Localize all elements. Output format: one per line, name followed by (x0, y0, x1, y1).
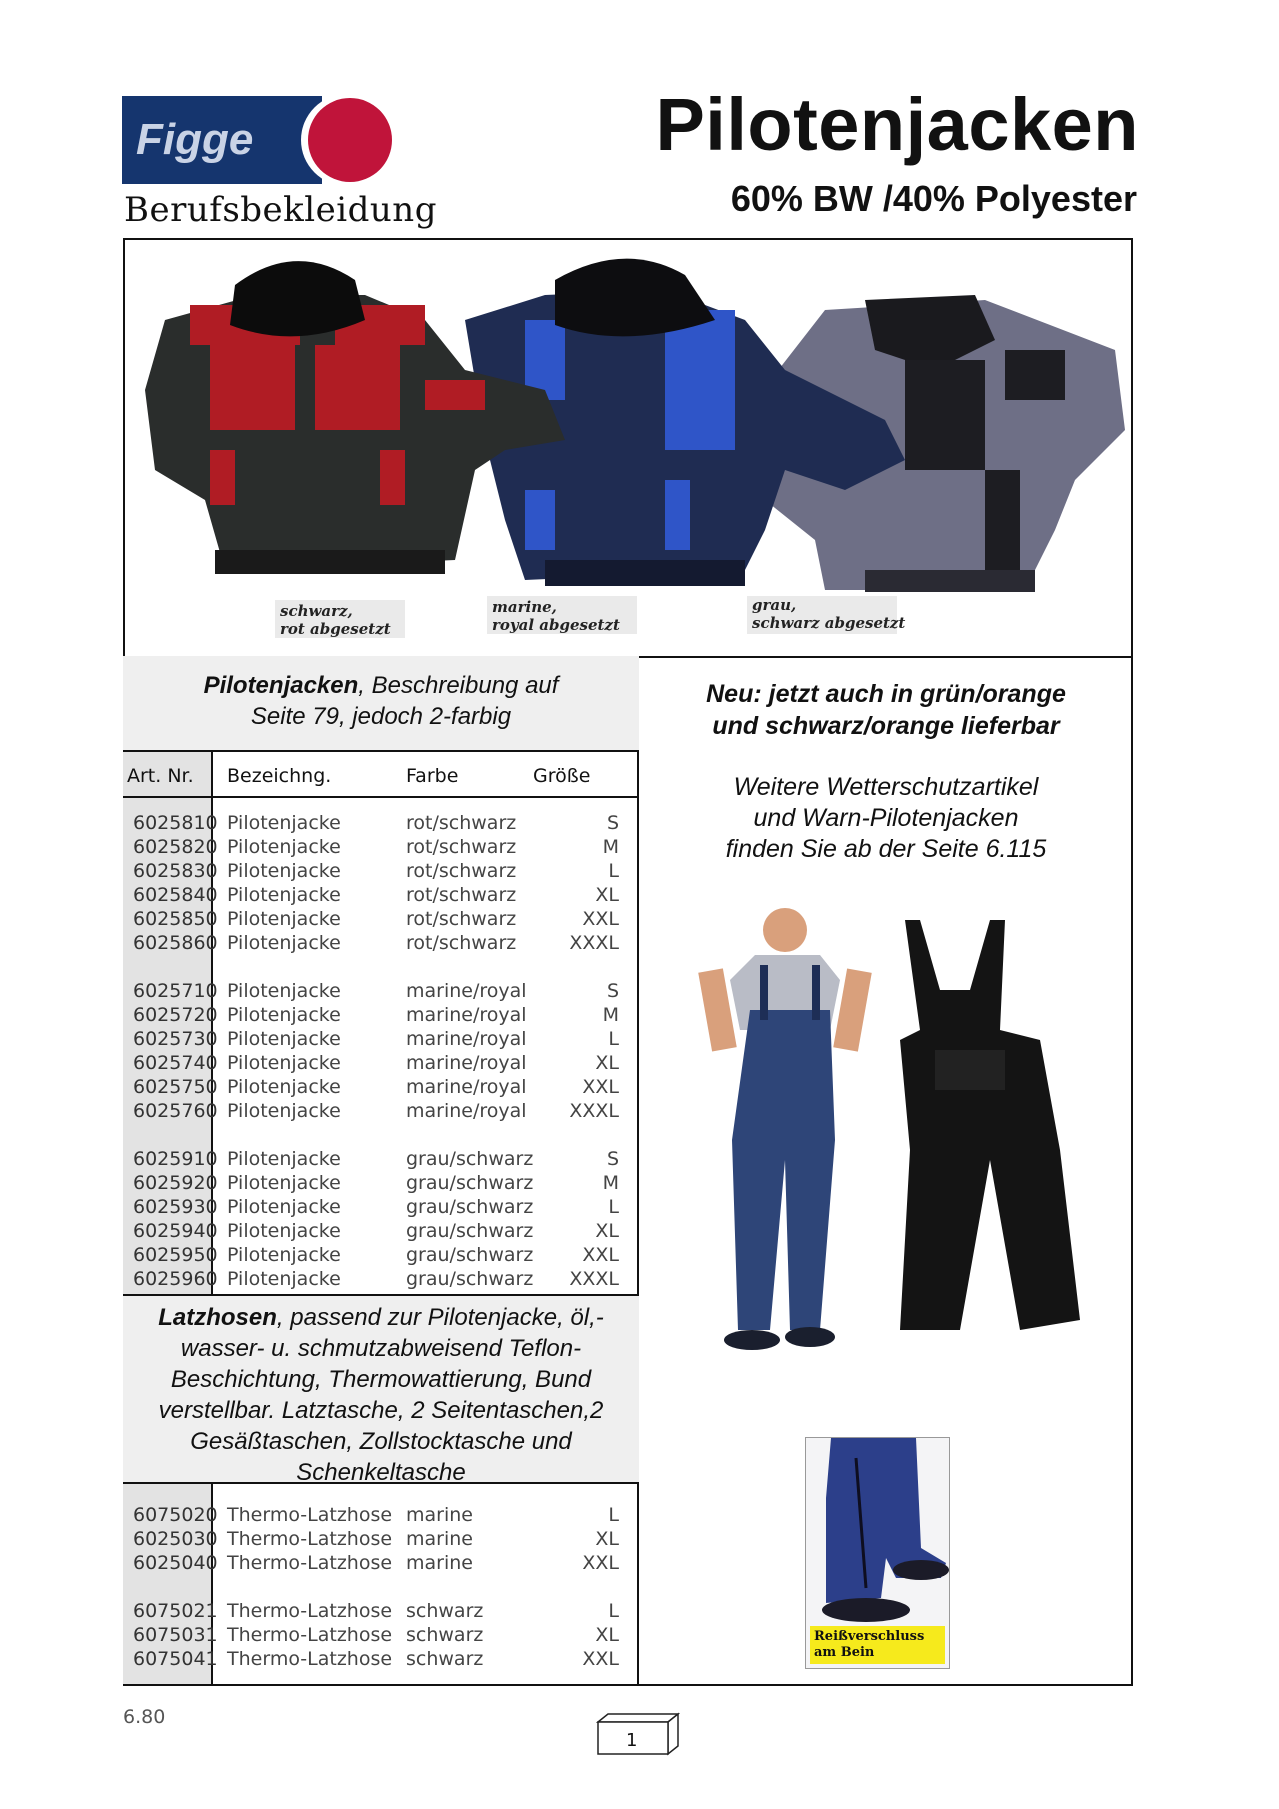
bezeichnung-cell: Pilotenjacke (227, 1220, 341, 1242)
table-row (123, 812, 637, 836)
jackets-photo (125, 240, 1131, 656)
art-number-cell: 6025850 (133, 908, 218, 930)
table-row (123, 1504, 637, 1528)
art-number-cell: 6025950 (133, 1244, 218, 1266)
farbe-cell: marine/royal (406, 1076, 527, 1098)
table-row (123, 1528, 637, 1552)
art-number-cell: 6025760 (133, 1100, 218, 1122)
farbe-cell: marine/royal (406, 980, 527, 1002)
table-row (123, 1004, 637, 1028)
art-number-cell: 6025840 (133, 884, 218, 906)
latzhosen-desc-line5: Gesäßtaschen, Zollstocktasche und (190, 1428, 572, 1455)
groesse-cell: M (602, 1172, 619, 1194)
caption-3-line1: grau, (752, 596, 797, 614)
art-number-cell: 6025930 (133, 1196, 218, 1218)
jackets-desc-rest: , Beschreibung auf (358, 672, 559, 699)
bezeichnung-cell: Pilotenjacke (227, 1148, 341, 1170)
table-header (123, 752, 637, 798)
table-row (123, 1268, 637, 1292)
groesse-cell: XXL (582, 1648, 619, 1670)
box-number: 1 (626, 1730, 638, 1751)
bezeichnung-cell: Pilotenjacke (227, 884, 341, 906)
table-row (123, 932, 637, 956)
page-number: 6.80 (123, 1706, 166, 1728)
table-row (123, 1600, 637, 1624)
groesse-cell: L (608, 1196, 619, 1218)
table-row (123, 884, 637, 908)
latzhosen-desc-line2: wasser- u. schmutzabweisend Teflon- (180, 1335, 582, 1362)
farbe-cell: marine/royal (406, 1004, 527, 1026)
farbe-cell: grau/schwarz (406, 1268, 534, 1290)
caption-3-line2: schwarz abgesetzt (752, 614, 906, 632)
header-art: Art. Nr. (127, 765, 194, 787)
latzhosen-desc-line3: Beschichtung, Thermowattierung, Bund (170, 1366, 592, 1393)
caption-2-line2: royal abgesetzt (492, 616, 620, 634)
farbe-cell: schwarz (406, 1624, 484, 1646)
farbe-cell: rot/schwarz (406, 932, 517, 954)
zipper-label-line1: Reißverschluss (814, 1629, 925, 1644)
bezeichnung-cell: Pilotenjacke (227, 1196, 341, 1218)
bezeichnung-cell: Pilotenjacke (227, 1172, 341, 1194)
farbe-cell: marine/royal (406, 1052, 527, 1074)
farbe-cell: rot/schwarz (406, 812, 517, 834)
bezeichnung-cell: Pilotenjacke (227, 812, 341, 834)
svg-text:Figge: Figge (136, 115, 254, 164)
groesse-cell: M (602, 836, 619, 858)
groesse-cell: XL (595, 1624, 619, 1646)
more-note-line2: und Warn-Pilotenjacken (753, 804, 1019, 832)
person-in-navy-overall (698, 908, 872, 1350)
box-icon (596, 1712, 680, 1756)
art-number-cell: 6025040 (133, 1552, 218, 1574)
bezeichnung-cell: Pilotenjacke (227, 1028, 341, 1050)
new-note-line2: und schwarz/orange lieferbar (712, 712, 1060, 740)
art-number-cell: 6025910 (133, 1148, 218, 1170)
art-number-cell: 6025820 (133, 836, 218, 858)
farbe-cell: marine (406, 1552, 473, 1574)
black-red-jacket-illustration (145, 261, 565, 574)
groesse-cell: M (602, 1004, 619, 1026)
groesse-cell: XXXL (569, 1100, 619, 1122)
farbe-cell: marine/royal (406, 1100, 527, 1122)
farbe-cell: rot/schwarz (406, 908, 517, 930)
bezeichnung-cell: Pilotenjacke (227, 908, 341, 930)
farbe-cell: rot/schwarz (406, 860, 517, 882)
groesse-cell: S (606, 1148, 619, 1170)
art-number-cell: 6025710 (133, 980, 218, 1002)
groesse-cell: XXL (582, 1244, 619, 1266)
table-row (123, 1028, 637, 1052)
table-row (123, 908, 637, 932)
farbe-cell: grau/schwarz (406, 1244, 534, 1266)
groesse-cell: S (606, 812, 619, 834)
table-row (123, 1052, 637, 1076)
table-row (123, 1624, 637, 1648)
art-number-cell: 6025960 (133, 1268, 218, 1290)
caption-2-line1: marine, (492, 598, 557, 616)
table-row (123, 1648, 637, 1672)
more-note-line3: finden Sie ab der Seite 6.115 (725, 835, 1047, 863)
farbe-cell: grau/schwarz (406, 1148, 534, 1170)
art-number-cell: 6025860 (133, 932, 218, 954)
farbe-cell: rot/schwarz (406, 836, 517, 858)
header-groesse: Größe (533, 765, 591, 787)
groesse-cell: XL (595, 1528, 619, 1550)
art-number-cell: 6025920 (133, 1172, 218, 1194)
farbe-cell: schwarz (406, 1600, 484, 1622)
table-row (123, 1220, 637, 1244)
latzhosen-desc-bold: Latzhosen (158, 1304, 277, 1331)
farbe-cell: marine (406, 1528, 473, 1550)
farbe-cell: schwarz (406, 1648, 484, 1670)
new-note-line1: Neu: jetzt auch in grün/orange (706, 680, 1066, 708)
bezeichnung-cell: Pilotenjacke (227, 860, 341, 882)
table-row (123, 1196, 637, 1220)
groesse-cell: XXL (582, 1076, 619, 1098)
bezeichnung-cell: Pilotenjacke (227, 1004, 341, 1026)
jackets-description (123, 656, 639, 752)
groesse-cell: L (608, 1504, 619, 1526)
bezeichnung-cell: Pilotenjacke (227, 1052, 341, 1074)
farbe-cell: marine/royal (406, 1028, 527, 1050)
bezeichnung-cell: Pilotenjacke (227, 836, 341, 858)
table-row (123, 836, 637, 860)
farbe-cell: grau/schwarz (406, 1196, 534, 1218)
farbe-cell: rot/schwarz (406, 884, 517, 906)
product-table-column (123, 656, 639, 1686)
art-number-cell: 6025830 (133, 860, 218, 882)
farbe-cell: marine (406, 1504, 473, 1526)
groesse-cell: L (608, 1028, 619, 1050)
jackets-desc-line2: Seite 79, jedoch 2-farbig (250, 703, 512, 730)
header-bezeichnung: Bezeichng. (227, 765, 332, 787)
bezeichnung-cell: Pilotenjacke (227, 1268, 341, 1290)
art-number-cell: 6025730 (133, 1028, 218, 1050)
art-number-cell: 6025740 (133, 1052, 218, 1074)
bezeichnung-cell: Pilotenjacke (227, 932, 341, 954)
black-overall (900, 920, 1080, 1330)
groesse-cell: XXL (582, 1552, 619, 1574)
bezeichnung-cell: Pilotenjacke (227, 980, 341, 1002)
new-colors-note (641, 678, 1131, 742)
more-note-line1: Weitere Wetterschutzartikel (733, 773, 1039, 801)
zipper-detail-photo (805, 1437, 950, 1669)
bezeichnung-cell: Thermo-Latzhose (227, 1624, 393, 1646)
groesse-cell: XL (595, 1220, 619, 1242)
caption-1-line1: schwarz, (280, 602, 353, 620)
table-row (123, 1148, 637, 1172)
material-subtitle: 60% BW /40% Polyester (730, 178, 1137, 219)
jackets-desc-bold: Pilotenjacken (203, 672, 359, 699)
latzhosen-description (123, 1294, 639, 1484)
art-number-cell: 6075020 (133, 1504, 218, 1526)
art-number-cell: 6075031 (133, 1624, 218, 1646)
bezeichnung-cell: Thermo-Latzhose (227, 1648, 393, 1670)
table-row (123, 1172, 637, 1196)
groesse-cell: XL (595, 884, 619, 906)
latzhosen-photo (660, 900, 1110, 1410)
logo-subtitle: Berufsbekleidung (124, 190, 437, 230)
bezeichnung-cell: Thermo-Latzhose (227, 1552, 393, 1574)
groesse-cell: XXXL (569, 1268, 619, 1290)
art-number-cell: 6025940 (133, 1220, 218, 1242)
art-number-cell: 6025750 (133, 1076, 218, 1098)
bezeichnung-cell: Thermo-Latzhose (227, 1600, 393, 1622)
zipper-label (810, 1626, 945, 1664)
table-row (123, 980, 637, 1004)
table-row (123, 1244, 637, 1268)
header-farbe: Farbe (406, 765, 459, 787)
groesse-cell: L (608, 1600, 619, 1622)
art-number-cell: 6075021 (133, 1600, 218, 1622)
groesse-cell: XXXL (569, 932, 619, 954)
groesse-cell: XL (595, 1052, 619, 1074)
table-row (123, 860, 637, 884)
art-number-cell: 6025030 (133, 1528, 218, 1550)
groesse-cell: L (608, 860, 619, 882)
page-title: Pilotenjacken (655, 83, 1139, 166)
latzhosen-desc-line1: , passend zur Pilotenjacke, öl,- (276, 1304, 604, 1331)
latzhosen-desc-line4: verstellbar. Latztasche, 2 Seitentaschen,2 (158, 1397, 604, 1424)
zipper-leg-illustration (806, 1438, 949, 1628)
bezeichnung-cell: Thermo-Latzhose (227, 1504, 393, 1526)
groesse-cell: XXL (582, 908, 619, 930)
table-row (123, 1552, 637, 1576)
art-number-cell: 6025810 (133, 812, 218, 834)
latzhosen-desc-line6: Schenkeltasche (296, 1459, 466, 1486)
art-number-cell: 6025720 (133, 1004, 218, 1026)
art-number-cell: 6075041 (133, 1648, 218, 1670)
bezeichnung-cell: Thermo-Latzhose (227, 1528, 393, 1550)
bezeichnung-cell: Pilotenjacke (227, 1100, 341, 1122)
farbe-cell: grau/schwarz (406, 1220, 534, 1242)
bezeichnung-cell: Pilotenjacke (227, 1244, 341, 1266)
groesse-cell: S (606, 980, 619, 1002)
table-row (123, 1100, 637, 1124)
more-products-note (641, 772, 1131, 865)
caption-1-line2: rot abgesetzt (280, 620, 391, 638)
table-row (123, 1076, 637, 1100)
zipper-label-line2: am Bein (814, 1645, 875, 1660)
farbe-cell: grau/schwarz (406, 1172, 534, 1194)
bezeichnung-cell: Pilotenjacke (227, 1076, 341, 1098)
figge-logo (122, 94, 402, 186)
